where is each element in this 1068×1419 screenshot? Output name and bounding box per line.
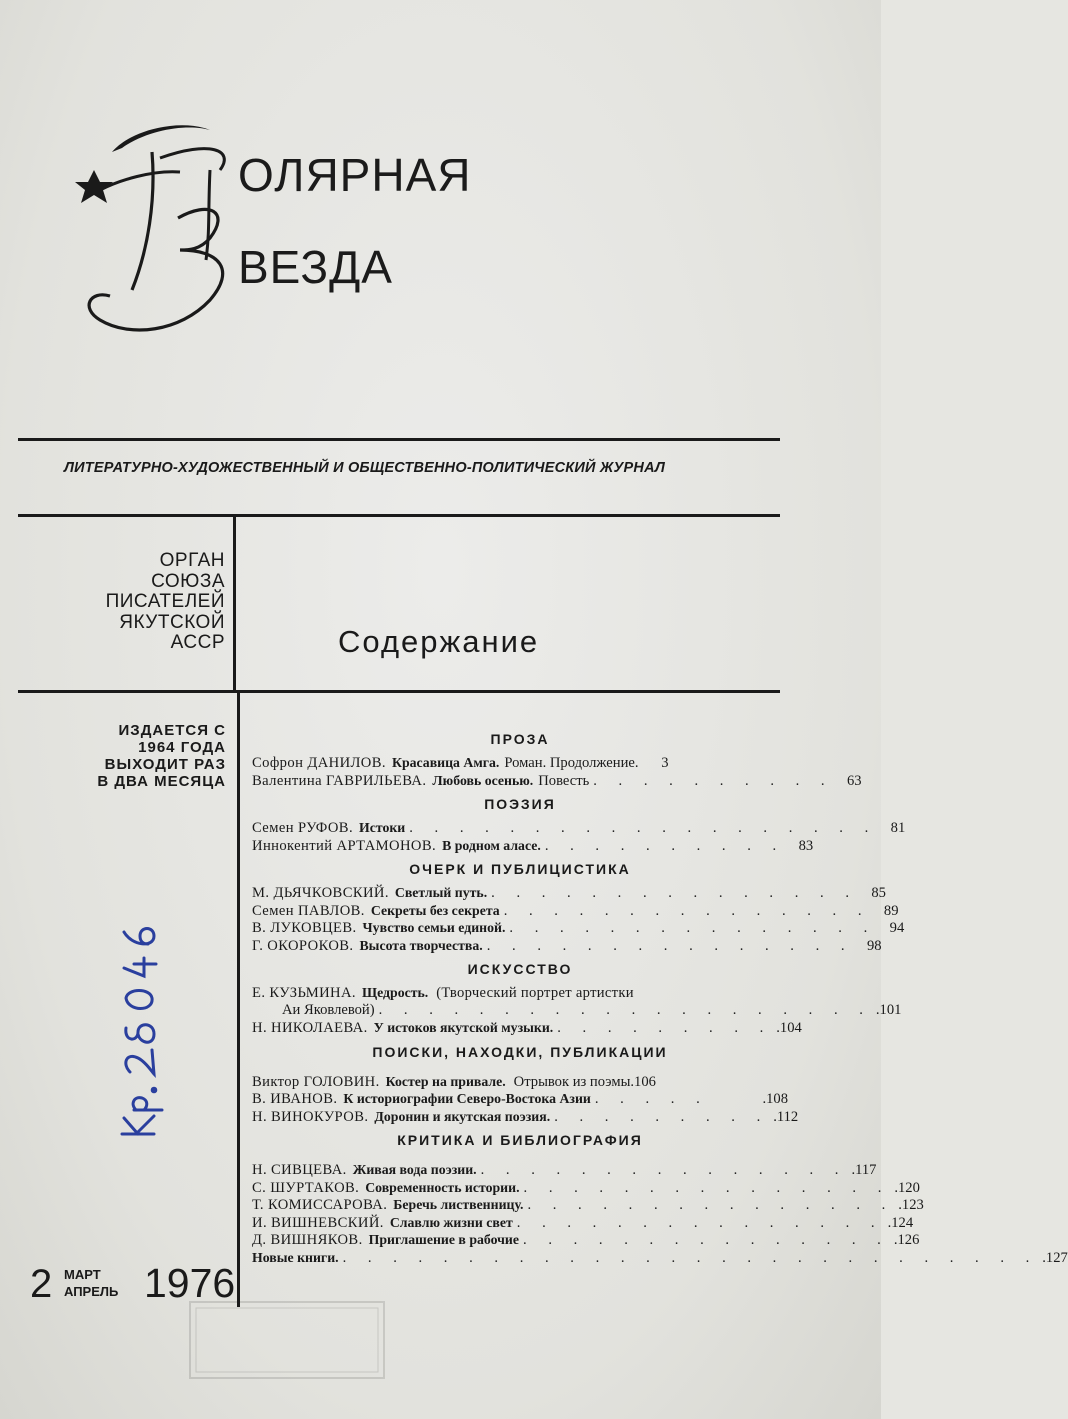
toc-entry[interactable] <box>252 1179 920 1197</box>
toc-section-heading: ПРОЗА <box>490 731 550 747</box>
toc-page: 63 <box>846 772 862 789</box>
toc-author: Н. ВИНОКУРОВ. <box>252 1108 369 1125</box>
journal-subtitle: ЛИТЕРАТУРНО-ХУДОЖЕСТВЕННЫЙ И ОБЩЕСТВЕННО-ПОЛИТИЧЕСКИЙ ЖУРНАЛ <box>64 460 666 476</box>
toc-page: .106 <box>630 1073 656 1090</box>
issue-month: АПРЕЛЬ <box>64 1284 119 1299</box>
toc-leader-dots: . . . . . . . . . . <box>593 772 834 789</box>
toc-author: И. ВИШНЕВСКИЙ. <box>252 1214 384 1231</box>
toc-entry[interactable] <box>252 902 899 920</box>
toc-page: .126 <box>893 1232 920 1248</box>
toc-page: 81 <box>890 820 906 836</box>
toc-entry[interactable] <box>252 1073 788 1091</box>
toc-author: Г. ОКОРОКОВ. <box>252 937 354 954</box>
toc-work: У истоков якутской музыки. <box>373 1020 554 1035</box>
toc-leader-dots: . . . . . . . . . . . . . . . <box>480 1162 848 1178</box>
toc-page: .123 <box>898 1197 924 1213</box>
toc-author: В. ЛУКОВЦЕВ. <box>252 920 357 936</box>
toc-work: Новые книги. <box>252 1249 339 1265</box>
journal-title-line1: ОЛЯРНАЯ <box>238 149 472 201</box>
toc-entry[interactable] <box>252 1108 799 1126</box>
toc-page: 83 <box>798 837 814 854</box>
toc-work: Доронин и якутская поэзия. <box>374 1108 551 1124</box>
issue-months <box>64 1266 118 1300</box>
toc-entry[interactable] <box>252 1214 914 1232</box>
toc-leader-dots: . . . . . . . . . . . . . . . <box>523 1179 891 1196</box>
organ-line: ОРГАН <box>159 550 225 571</box>
handwritten-library-mark <box>78 880 138 1140</box>
toc-leader-dots: . . . . . . . . . . . . . . . <box>509 920 877 936</box>
toc-page: .104 <box>776 1020 802 1036</box>
toc-page: .124 <box>887 1214 914 1231</box>
toc-note: Отрывок из поэмы <box>513 1073 631 1090</box>
toc-work: Славлю жизни свет <box>389 1214 513 1230</box>
toc-leader-dots: . . . . . . . . . . . . . . . <box>523 1232 890 1248</box>
toc-leader-dots: . . . . . . . . . . . . . . . <box>491 885 858 901</box>
issued-line: ИЗДАЕТСЯ С <box>118 722 226 739</box>
toc-work: Современность истории. <box>365 1179 520 1195</box>
toc-entry[interactable] <box>252 772 862 790</box>
toc-work: Светлый путь. <box>394 885 488 900</box>
toc-leader-dots: . . . . . . . . . . . . . . . . . . . <box>409 820 878 836</box>
toc-entry[interactable] <box>252 819 906 837</box>
contents-heading: Содержание <box>338 624 540 659</box>
toc-leader-dots: . . . . . . . . . . . . . . . <box>503 902 871 919</box>
toc-author: Т. КОМИССАРОВА. <box>252 1197 388 1213</box>
toc-section-heading: КРИТИКА И БИБЛИОГРАФИЯ <box>397 1132 643 1148</box>
toc-author: Виктор ГОЛОВИН. <box>252 1073 380 1090</box>
toc-author: Д. ВИШНЯКОВ. <box>252 1232 363 1248</box>
toc-leader-dots: . . . . . . . . . . . . . . . <box>516 1214 884 1231</box>
toc-leader-dots: . . . . . . . . . . . . . . . . . . . . . . . . . . . . <box>342 1249 1039 1266</box>
toc-author: Семен РУФОВ. <box>252 820 353 836</box>
toc-author: Е. КУЗЬМИНА. <box>252 985 356 1001</box>
toc-work: Костер на привале. <box>385 1073 506 1089</box>
journal-logo <box>60 100 280 360</box>
toc-author: Н. СИВЦЕВА. <box>252 1162 347 1178</box>
toc-author: В. ИВАНОВ. <box>252 1091 338 1107</box>
toc-author: Валентина ГАВРИЛЬЕВА. <box>252 772 427 789</box>
toc-page: 89 <box>883 902 899 919</box>
toc-work: Беречь лиственницу. <box>393 1197 524 1212</box>
toc-page: 3 <box>661 755 669 771</box>
toc-leader-dots: . . . . . . . . . . . . . . . <box>527 1197 895 1213</box>
toc-page: 85 <box>871 885 886 901</box>
toc-leader-dots: . . . . . . . . . <box>557 1020 773 1036</box>
toc-author: Иннокентий АРТАМОНОВ. <box>252 837 437 854</box>
toc-work: К историографии Северо-Востока Азии <box>343 1091 591 1106</box>
subtitle-rule <box>18 514 780 517</box>
toc-note: Аи Яковлевой) <box>282 1001 375 1018</box>
toc-note: (Творческий портрет артистки <box>436 985 634 1001</box>
toc-leader-dots: . . . . . . . . . . . . . . . . . . . . <box>378 1001 872 1018</box>
toc-entry[interactable] <box>252 754 788 772</box>
toc-author: Софрон ДАНИЛОВ. <box>252 755 386 771</box>
toc-page: .127 <box>1042 1249 1068 1266</box>
toc-section-heading: ОЧЕРК И ПУБЛИЦИСТИКА <box>409 861 631 877</box>
contents-rule <box>18 690 780 693</box>
toc-entry[interactable] <box>252 1161 877 1179</box>
table-of-contents <box>252 728 1068 1266</box>
toc-page: .112 <box>773 1108 799 1125</box>
toc-work: Приглашение в рабочие <box>368 1232 520 1247</box>
toc-work: Чувство семьи единой. <box>362 920 506 935</box>
organ-block <box>60 551 225 654</box>
toc-page: .117 <box>851 1162 877 1178</box>
journal-title-line2: ВЕЗДА <box>238 241 393 293</box>
vertical-divider-upper <box>233 516 236 692</box>
toc-entry-continuation[interactable] <box>252 1001 902 1020</box>
toc-author: Семен ПАВЛОВ. <box>252 902 365 919</box>
toc-page: .120 <box>894 1179 920 1196</box>
toc-work: В родном аласе. <box>442 837 541 853</box>
organ-line: ЯКУТСКОЙ <box>119 611 225 633</box>
issue-year: 1976 <box>144 1260 236 1306</box>
toc-entry[interactable] <box>252 1090 788 1108</box>
toc-entry[interactable] <box>252 884 886 902</box>
toc-work: Живая вода поэзии. <box>352 1162 477 1177</box>
toc-entry[interactable] <box>252 1231 920 1249</box>
toc-leader-dots: . . . . . <box>594 1091 709 1107</box>
toc-entry[interactable] <box>252 1019 802 1037</box>
toc-entry[interactable] <box>252 984 788 1002</box>
toc-work: Красавица Амга. <box>391 755 500 770</box>
issue-month: МАРТ <box>64 1267 101 1282</box>
toc-entry[interactable] <box>252 1196 924 1214</box>
toc-entry[interactable] <box>252 837 814 855</box>
issued-block <box>60 722 226 790</box>
toc-leader-dots: . . . . . . . . . <box>554 1108 770 1125</box>
issued-line: ВЫХОДИТ РАЗ <box>104 756 226 773</box>
organ-line: СОЮЗА <box>151 570 225 592</box>
toc-author: М. ДЬЯЧКОВСКИЙ. <box>252 885 389 901</box>
toc-page: 98 <box>866 937 882 954</box>
toc-author: С. ШУРТАКОВ. <box>252 1179 360 1196</box>
toc-entry[interactable] <box>252 1249 1068 1267</box>
toc-page: .108 <box>762 1091 788 1107</box>
toc-note: Повесть <box>538 772 590 789</box>
organ-line: АССР <box>170 632 225 653</box>
issued-line: 1964 ГОДА <box>138 739 226 756</box>
toc-page: .101 <box>875 1001 902 1018</box>
toc-section-heading: ПОИСКИ, НАХОДКИ, ПУБЛИКАЦИИ <box>372 1043 668 1060</box>
toc-work: Высота творчества. <box>359 937 483 953</box>
vertical-divider-lower <box>237 693 240 1307</box>
toc-work: Истоки <box>359 820 406 835</box>
toc-page: 94 <box>889 920 905 936</box>
toc-leader-dots: . . . . . . . . . . <box>544 837 786 854</box>
toc-entry[interactable] <box>252 937 882 955</box>
toc-leader-dots: . . . . . . . . . . . . . . . <box>486 937 854 954</box>
library-stamp-showthrough <box>188 1300 386 1380</box>
toc-work: Любовь осенью. <box>432 772 534 788</box>
toc-work: Щедрость. <box>361 985 429 1000</box>
toc-section-heading: ПОЭЗИЯ <box>484 796 556 812</box>
toc-work: Секреты без секрета <box>370 902 500 918</box>
toc-entry[interactable] <box>252 919 905 937</box>
toc-note: Роман. Продолжение. <box>504 755 639 771</box>
issue-number: 2 <box>30 1262 53 1306</box>
issued-line: В ДВА МЕСЯЦА <box>97 773 226 790</box>
organ-line: ПИСАТЕЛЕЙ <box>105 591 225 612</box>
toc-author: Н. НИКОЛАЕВА. <box>252 1020 368 1036</box>
top-rule <box>18 438 780 441</box>
toc-section-heading: ИСКУССТВО <box>467 961 573 977</box>
